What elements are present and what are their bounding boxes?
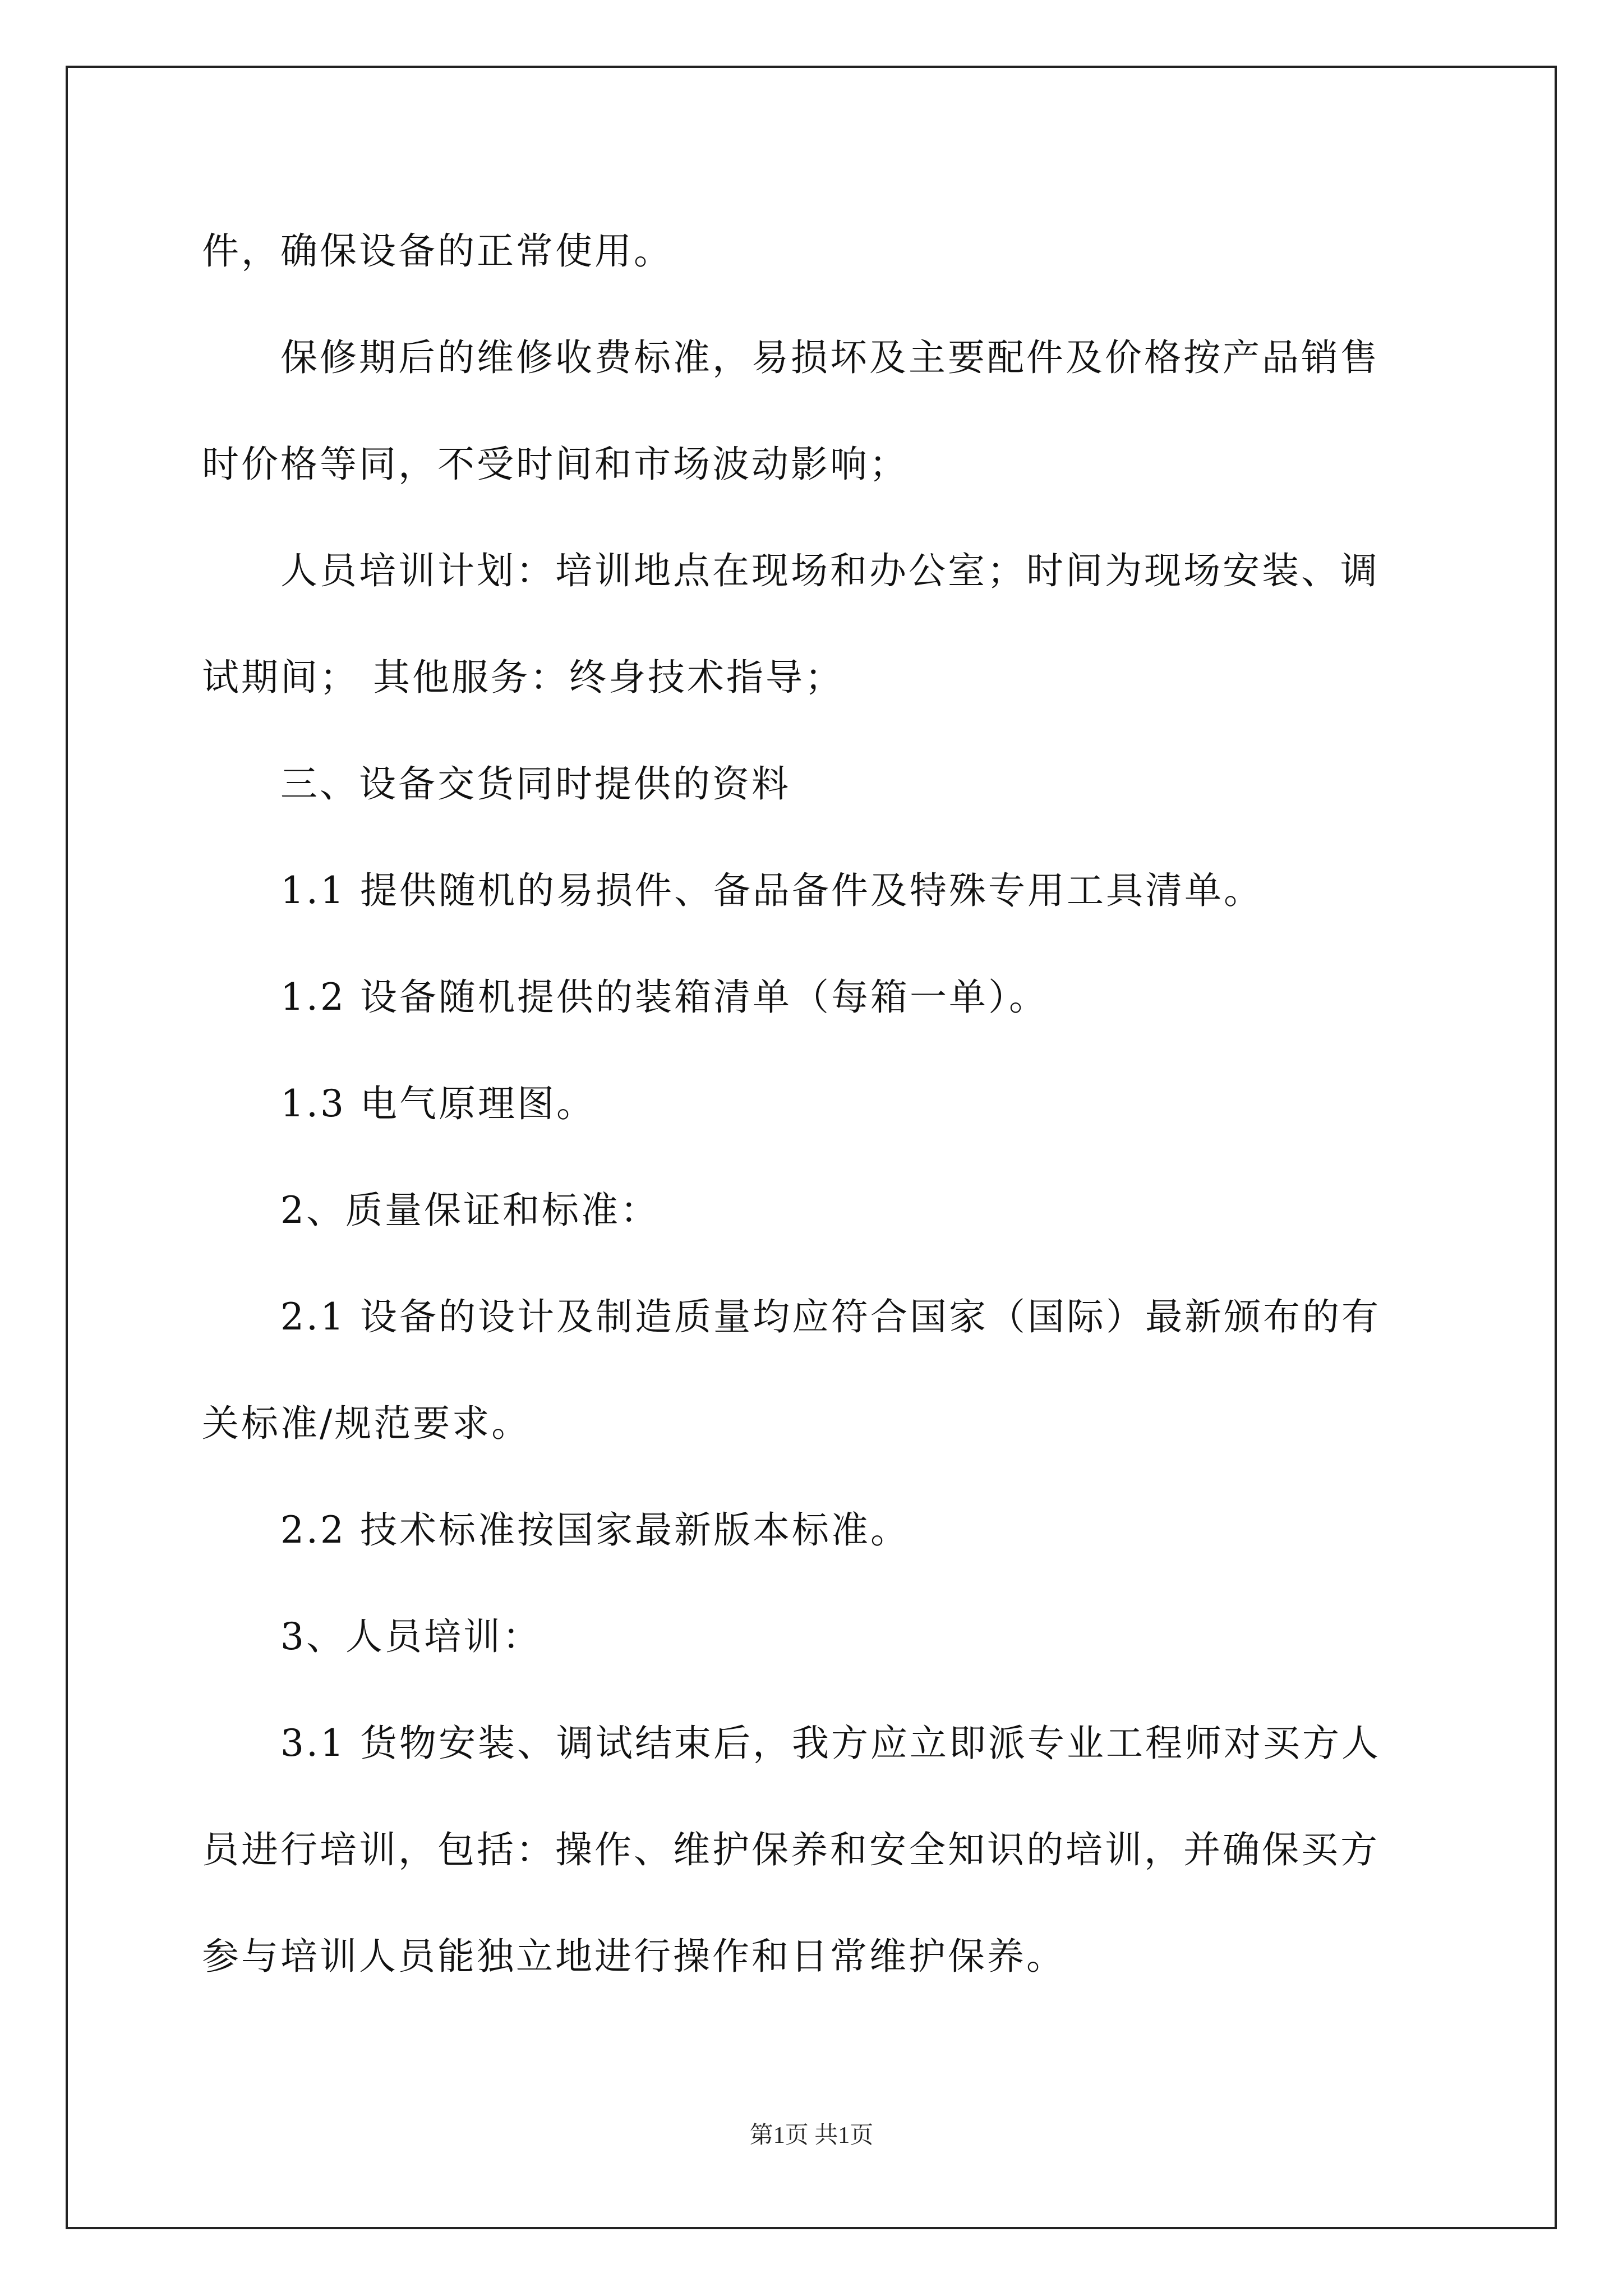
text-line-11: 2.1 设备的设计及制造质量均应符合国家（国际）最新颁布的有: [280, 1295, 1381, 1338]
text-line-6: 三、设备交货同时提供的资料: [280, 762, 791, 806]
text-line-17: 参与培训人员能独立地进行操作和日常维护保养。: [202, 1935, 1066, 1978]
text-line-14: 3、人员培训：: [280, 1615, 542, 1658]
text-line-2: 保修期后的维修收费标准，易损坏及主要配件及价格按产品销售: [280, 336, 1380, 379]
text-line-16: 员进行培训，包括：操作、维护保养和安全知识的培训，并确保买方: [202, 1828, 1380, 1871]
text-line-5: 试期间； 其他服务：终身技术指导；: [202, 656, 844, 699]
text-line-3: 时价格等同，不受时间和市场波动影响；: [202, 443, 909, 486]
text-line-7: 1.1 提供随机的易损件、备品备件及特殊专用工具清单。: [280, 869, 1263, 912]
text-line-4: 人员培训计划：培训地点在现场和办公室；时间为现场安装、调: [280, 549, 1380, 592]
page-number: 第1页 共1页: [749, 2123, 874, 2148]
text-line-9: 1.3 电气原理图。: [280, 1082, 596, 1125]
text-line-13: 2.2 技术标准按国家最新版本标准。: [280, 1508, 910, 1552]
text-line-15: 3.1 货物安装、调试结束后，我方应立即派专业工程师对买方人: [280, 1722, 1381, 1765]
text-line-1: 件，确保设备的正常使用。: [202, 229, 673, 273]
text-line-8: 1.2 设备随机提供的装箱清单（每箱一单）。: [280, 976, 1048, 1019]
page-border: [66, 66, 1557, 2229]
text-line-10: 2、质量保证和标准：: [280, 1189, 660, 1232]
text-line-12: 关标准/规范要求。: [202, 1402, 531, 1445]
